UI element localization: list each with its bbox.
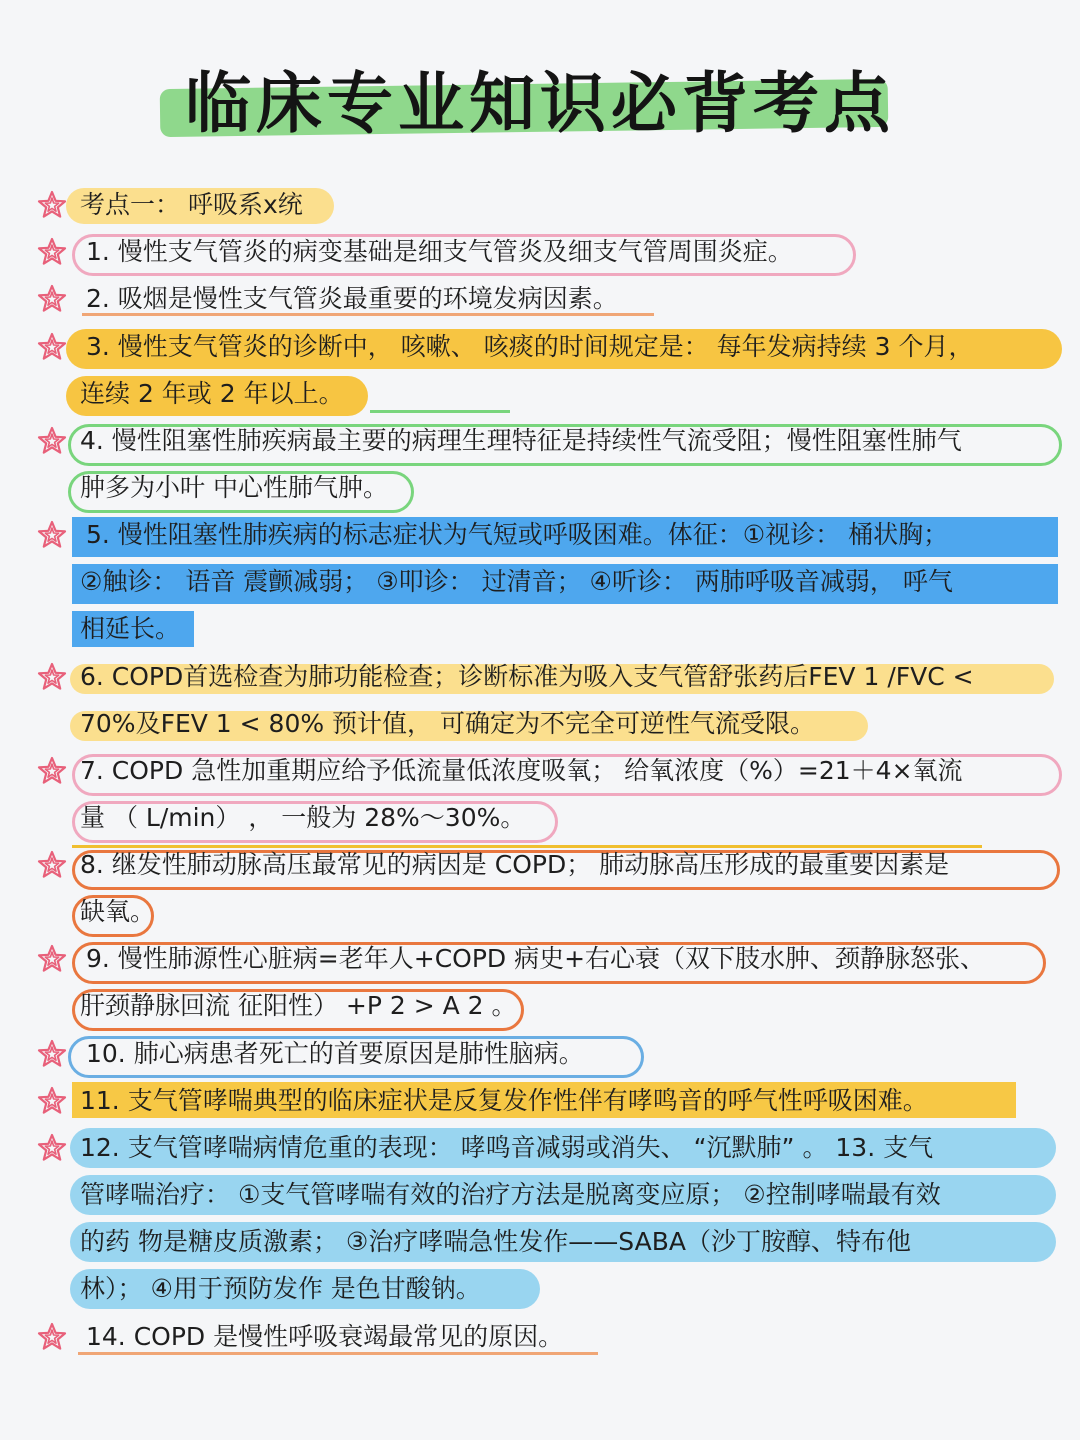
point-text-line: 2. 吸烟是慢性支气管炎最重要的环境发病因素。 (86, 284, 618, 313)
star-icon (36, 236, 68, 268)
point-text-line: 4. 慢性阻塞性肺疾病最主要的病理生理特征是持续性气流受阻；慢性阻塞性肺气 (80, 426, 962, 455)
point-text-line: 连续 2 年或 2 年以上。 (80, 379, 344, 408)
point-text-line: 7. COPD 急性加重期应给予低流量低浓度吸氧； 给氧浓度（%）=21＋4×氧流 (80, 756, 963, 785)
point-text-line: 10. 肺心病患者死亡的首要原因是肺性脑病。 (86, 1039, 584, 1068)
title-area (0, 46, 1080, 146)
point-text-line: 3. 慢性支气管炎的诊断中， 咳嗽、 咳痰的时间规定是： 每年发病持续 3 个月， (86, 332, 974, 361)
point-text-line: 5. 慢性阻塞性肺疾病的标志症状为气短或呼吸困难。体征：①视诊： 桶状胸； (86, 520, 949, 549)
point-text-line: 14. COPD 是慢性呼吸衰竭最常见的原因。 (86, 1322, 564, 1351)
star-icon (36, 1132, 68, 1164)
point-text-line: 70%及FEV 1 < 80% 预计值， 可确定为不完全可逆性气流受限。 (80, 709, 815, 738)
page-title: 临床专业知识必背考点 (185, 65, 895, 142)
point-text-line: 9. 慢性肺源性心脏病=老年人+COPD 病史+右心衰（双下肢水肿、颈静脉怒张、 (86, 944, 986, 973)
point-text-line: 量 （ L/min） ， 一般为 28%～30%。 (80, 803, 526, 832)
star-icon (36, 425, 68, 457)
point-text-line: 相延长。 (80, 614, 181, 643)
star-icon (36, 661, 68, 693)
star-icon (36, 189, 68, 221)
point-text-line: 缺氧。 (80, 897, 156, 926)
star-icon (36, 331, 68, 363)
point-text-line: 管哮喘治疗： ①支气管哮喘有效的治疗方法是脱离变应原； ②控制哮喘最有效 (80, 1180, 941, 1209)
star-icon (36, 283, 68, 315)
star-icon (36, 519, 68, 551)
point-text-line: 12. 支气管哮喘病情危重的表现： 哮鸣音减弱或消失、 “沉默肺” 。 13. 支气 (80, 1133, 934, 1162)
section-heading: 考点一： 呼吸系x统 (80, 190, 303, 219)
point-text-line: 林）； ④用于预防发作 是色甘酸钠。 (80, 1274, 481, 1303)
star-icon (36, 1321, 68, 1353)
star-icon (36, 849, 68, 881)
highlight-mark (370, 410, 510, 413)
point-text-line: 11. 支气管哮喘典型的临床症状是反复发作性伴有哮鸣音的呼气性呼吸困难。 (80, 1086, 928, 1115)
point-text-line: 肿多为小叶 中心性肺气肿。 (80, 473, 388, 502)
point-text-line: 8. 继发性肺动脉高压最常见的病因是 COPD； 肺动脉高压形成的最重要因素是 (80, 850, 950, 879)
star-icon (36, 1085, 68, 1117)
star-icon (36, 755, 68, 787)
star-icon (36, 1038, 68, 1070)
point-text-line: 的药 物是糖皮质激素； ③治疗哮喘急性发作——SABA（沙丁胺醇、特布他 (80, 1227, 911, 1256)
point-text-line: ②触诊： 语音 震颤减弱； ③叩诊： 过清音； ④听诊： 两肺呼吸音减弱， 呼气 (80, 567, 953, 596)
point-text-line: 6. COPD首选检查为肺功能检查；诊断标准为吸入支气管舒张药后FEV 1 /FVC < (80, 662, 974, 691)
star-icon (36, 943, 68, 975)
point-text-line: 1. 慢性支气管炎的病变基础是细支气管炎及细支气管周围炎症。 (86, 237, 793, 266)
point-text-line: 肝颈静脉回流 征阳性） +P 2 > A 2 。 (80, 991, 517, 1020)
